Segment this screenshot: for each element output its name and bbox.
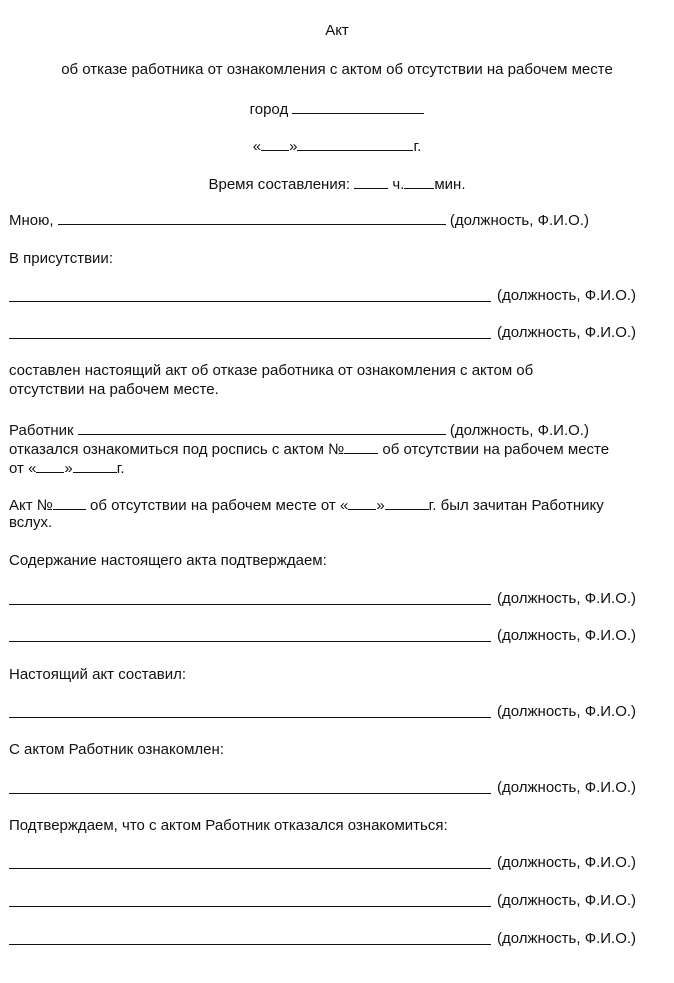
signature-caption: (должность, Ф.И.О.) (497, 892, 637, 909)
presence-label: В присутствии: (9, 250, 113, 267)
by-me-caption: (должность, Ф.И.О.) (449, 212, 589, 229)
act-read-number-field[interactable] (53, 495, 86, 510)
worker-label: Работник (9, 422, 74, 439)
time-minutes-label: мин. (434, 176, 466, 193)
signature-caption: (должность, Ф.И.О.) (497, 324, 637, 341)
confirm-signature-2 (9, 627, 664, 645)
signature-field[interactable] (9, 868, 491, 869)
signature-caption: (должность, Ф.И.О.) (497, 287, 637, 304)
acquainted-signature (9, 779, 664, 797)
signature-field[interactable] (9, 793, 491, 794)
time-hours-field[interactable] (354, 174, 388, 189)
time-minutes-field[interactable] (404, 174, 434, 189)
presence-signature-1 (9, 287, 664, 305)
refused-confirm-label: Подтверждаем, что с актом Работник отказался ознакомиться: (9, 817, 448, 834)
act-read-line (9, 495, 604, 515)
worker-year-suffix: г. (116, 460, 125, 477)
act-read-post: г. был зачитан Работнику (428, 497, 604, 514)
signature-field[interactable] (9, 944, 491, 945)
act-read-line-2: вслух. (9, 514, 53, 531)
time-line (0, 174, 674, 194)
worker-refused-post: об отсутствии на рабочем месте (382, 441, 610, 458)
by-me-line (9, 210, 589, 230)
signature-caption: (должность, Ф.И.О.) (497, 703, 637, 720)
act-read-quote-close: » (376, 497, 385, 514)
worker-refused-pre: отказался ознакомиться под роспись с актом № (9, 441, 345, 458)
composed-by-label: Настоящий акт составил: (9, 666, 187, 683)
composed-text-line-2: отсутствии на рабочем месте. (9, 381, 219, 398)
worker-date-line (9, 458, 125, 478)
worker-act-number-field[interactable] (344, 439, 378, 454)
worker-from: от (9, 460, 24, 477)
worker-line (9, 420, 589, 440)
date-quote-open: « (252, 138, 262, 155)
date-line (0, 136, 674, 156)
signature-caption: (должность, Ф.И.О.) (497, 854, 637, 871)
signature-caption: (должность, Ф.И.О.) (497, 627, 637, 644)
signature-field[interactable] (9, 717, 491, 718)
date-day-field[interactable] (261, 136, 289, 151)
worker-quote-open: « (28, 460, 37, 477)
by-me-field[interactable] (58, 210, 446, 225)
act-read-quote-open: « (339, 497, 349, 514)
presence-signature-2 (9, 324, 664, 342)
city-label: город (249, 101, 289, 118)
refused-signature-2 (9, 892, 664, 910)
signature-field[interactable] (9, 338, 491, 339)
act-read-pre: Акт № (9, 497, 53, 514)
signature-caption: (должность, Ф.И.О.) (497, 930, 637, 947)
by-me-label: Мною, (9, 212, 54, 229)
time-hours-label: ч. (392, 176, 405, 193)
act-read-month-field[interactable] (385, 495, 429, 510)
confirm-label: Содержание настоящего акта подтверждаем: (9, 552, 327, 569)
signature-field[interactable] (9, 301, 491, 302)
signature-field[interactable] (9, 906, 491, 907)
act-read-mid: об отсутствии на рабочем месте от (90, 497, 336, 514)
city-line (0, 99, 674, 119)
signature-field[interactable] (9, 641, 491, 642)
date-year-suffix: г. (413, 138, 422, 155)
time-label: Время составления: (208, 176, 351, 193)
acquainted-label: С актом Работник ознакомлен: (9, 741, 224, 758)
date-quote-close: » (289, 138, 298, 155)
city-field[interactable] (292, 99, 424, 114)
composed-text-line-1: составлен настоящий акт об отказе работника от ознакомления с актом об (9, 362, 534, 379)
worker-quote-close: » (64, 460, 73, 477)
document-subtitle: об отказе работника от ознакомления с актом об отсутствии на рабочем месте (61, 61, 613, 78)
worker-day-field[interactable] (36, 458, 64, 473)
worker-month-field[interactable] (73, 458, 117, 473)
refused-signature-1 (9, 854, 664, 872)
signature-caption: (должность, Ф.И.О.) (497, 779, 637, 796)
confirm-signature-1 (9, 590, 664, 608)
worker-caption: (должность, Ф.И.О.) (449, 422, 589, 439)
document-title: Акт (325, 22, 349, 39)
signature-caption: (должность, Ф.И.О.) (497, 590, 637, 607)
signature-field[interactable] (9, 604, 491, 605)
composed-by-signature (9, 703, 664, 721)
worker-field[interactable] (78, 420, 446, 435)
refused-signature-3 (9, 930, 664, 948)
worker-refused-line (9, 439, 609, 459)
date-month-field[interactable] (297, 136, 413, 151)
act-read-day-field[interactable] (348, 495, 376, 510)
